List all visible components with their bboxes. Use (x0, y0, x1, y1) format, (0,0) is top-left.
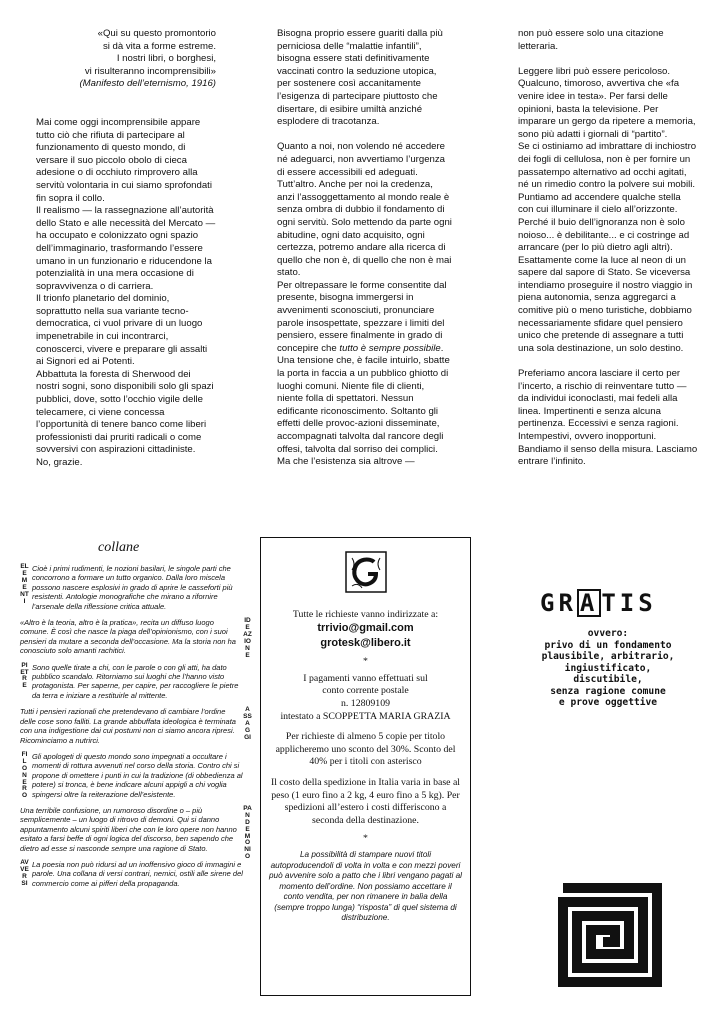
series-text: Sono quelle tirate a chi, con le parole o con gli atti, ha dato pubblico scandalo. Ritorniamo sui luoghi che l’hanno visto protagonista. Per saperne, per capire, per raccogliere le pietre da terra e iniziare a restituirle al mittente. (32, 662, 239, 700)
series-filonero (20, 752, 252, 799)
gratis-subtitle-line: ovvero: (587, 628, 629, 639)
series-label: PIETRE (20, 661, 29, 690)
column-2 (277, 28, 452, 469)
gratis-subtitle-line: ingiustificato, discutibile, (564, 662, 652, 685)
series-label: PANDEMONIO (243, 804, 252, 861)
series-text: «Altro è la teoria, altro è la pratica», recita un diffuso luogo comune. È così che nasce la piaga dell’opinionismo, con i suoi pensieri da mutare a seconda dell’occasione. Ma la storia non ha conosciuto solo amanti rachitici. (20, 618, 236, 656)
series-text: Tutti i pensieri razionali che pretendevano di cambiare l’ordine delle cose sono falliti. La grande abbuffata ideologica è terminata con una indigestione dai cui postumi non ci siamo ancora ripresi. Ricominciamo a nutrirci. (20, 707, 236, 745)
gratis-title (540, 589, 657, 617)
email-link[interactable]: grotesk@libero.it (320, 636, 411, 649)
series-text: Una terribile confusione, un rumoroso disordine o – più semplicemente – un luogo di ritrovo di demoni. Qui si danno appuntamento alcuni spiriti liberi che con le loro opere non hanno esitato a farsi beffe di ogni logica del discorso, ben sapendo che dietro ad esse si nasconde sempre una ragione di Stato. (20, 805, 237, 853)
column-1 (36, 28, 216, 470)
series-label: IDEAZIONE (243, 617, 252, 659)
series-label: FILONERO (21, 750, 28, 800)
epigraph-source: (Manifesto dell’eternismo, 1916) (79, 78, 216, 90)
series-text: Gli apologeti di questo mondo sono impegnati a occultare i momenti di rottura avvenuti nel corso della storia. Contro chi si propone di omettere i punti in cui la tradizione (di obbedienza al potere) si tronca, è bene indicare alcuni appigli a chi voglia spingersi oltre la reiterazione dell’esistente. (32, 751, 243, 799)
paragraph: Preferiamo ancora lasciare il certo per l’incerto, a rischio di reinventare tutto — da individui iconoclasti, mai fedeli alla linea. Impertinenti e senza alcuna pertinenza. Eccessivi e senza ragioni. Intempestivi, ovvero inopportuni. Bandiamo il senso della misura. Lasciamo entrare l’infinito. (518, 368, 698, 468)
shipping-info: Il costo della spedizione in Italia varia in base al peso (1 euro fino a 2 kg, 4 euro fino a 5 kg). Per spedizioni all’estero i costi differiscono a seconda della destinazione. (270, 776, 461, 826)
gratis-title-part: TIS (601, 589, 657, 617)
series-label: AVVERSI (20, 858, 29, 887)
paragraph: Mai come oggi incomprensibile appare tutto ciò che rifiuta di partecipare al funzionamento di questo mondo, di versare il suo piccolo obolo di cieca adesione o di occhiuto rimprovero alla servitù volontaria in cui siamo sprofondati fin sopra il collo. (36, 116, 212, 204)
series-label: ASSAGGI (243, 706, 252, 741)
email-link[interactable]: trrivio@gmail.com (317, 622, 414, 635)
payment-line: intestato a SCOPPETTA MARIA GRAZIA (280, 710, 451, 722)
paragraph-text: . (440, 342, 444, 354)
paragraph: Abbattuta la foresta di Sherwood dei nostri sogni, sono disponibili solo gli spazi pubblici, dove, sotto l’occhio vigile delle telecamere, ci viene concessa l’opportunità di tenere banco come liberi professionisti dai pruriti radicali o come sovversivi con aspirazioni cittadiniste. (36, 368, 214, 456)
gratis-subtitle-line: e prove oggettive (558, 697, 658, 708)
collane-section (20, 540, 252, 895)
series-label: ELEMENTI (20, 563, 29, 605)
paragraph-italic: tutto è sempre possibile (339, 342, 441, 354)
series-pandemonio (20, 804, 252, 861)
gratis-title-part: GR (540, 589, 577, 617)
info-box (260, 537, 471, 996)
gratis-subtitle-line: privo di un fondamento (544, 639, 672, 651)
series-pietre (20, 663, 252, 701)
paragraph: Leggere libri può essere pericoloso. Qualcuno, timoroso, avvertiva che «fa venire idee in testa». Per farsi delle opinioni, basta la televisione. Per imparare un gergo da ripetere a memoria, sono più adatti i giornali di “partito”. (518, 65, 696, 140)
series-avversi (20, 860, 252, 888)
separator-star: * (363, 833, 368, 845)
payment-line: n. 12809109 (341, 697, 390, 709)
paragraph-text: Per oltrepassare le forme consentite dal presente, bisogna immergersi in avvenimenti sconosciuti, pronunciare parole insospettate, spezzare i limiti del pensiero, essere finalmente in grado di concepire che (277, 279, 447, 354)
column-3 (518, 28, 698, 469)
requests-intro: Tutte le richieste vanno indirizzate a: (292, 608, 439, 620)
paragraph: No, grazie. (36, 457, 83, 468)
series-text: La poesia non può ridursi ad un inoffensivo gioco di immagini e parole. Una collana di versi contrari, nemici, ostili alle sirene del commercio come ai pifferi della propaganda. (32, 859, 243, 888)
distribution-note: La possibilità di stampare nuovi titoli autoproducendoli di volta in volta e con mezzi poveri può avvenire solo a patto che i libri vengano pagati al momento dell’ordine. Non possiamo accettare il conto vendita, per non rimanere in balìa della (sempre troppo lunga) “risposta” di quel sistema di distribuzione. (269, 849, 462, 923)
payment-line: conto corrente postale (322, 685, 409, 697)
series-elementi (20, 564, 252, 611)
paragraph: Bisogna proprio essere guariti dalla più perniciosa delle “malattie infantili”, bisogna essere stati definitivamente vaccinati contro la seduzione utopica, per sostenere così accanitamente l’esigenza di partecipare piuttosto che disertare, di esibire umiltà anziché esplodere di tracotanza. (277, 28, 443, 128)
paragraph: Il trionfo planetario del dominio, soprattutto nella sua variante tecno-democratica, ci vuol privare di un luogo impenetrabile in cui incontrarci, conoscerci, vivere e preparare gli assalti ai Signori ed ai Potenti. (36, 293, 208, 368)
paragraph: Il realismo — la rassegnazione all’autorità dello Stato e alle necessità del Mercato — ha occupato e colonizzato ogni spazio dell’immaginario, trasformando l’essere umano in un funzionario e riducendone la potenzialità in una mera occasione di sopravvivenza o di carriera. (36, 205, 216, 292)
separator-star: * (363, 656, 368, 668)
series-assaggi (20, 707, 252, 745)
epigraph-line: «Qui su questo promontorio (97, 28, 216, 39)
collane-title: collane (98, 540, 140, 555)
gratis-subtitle (528, 628, 688, 709)
publisher-logo-icon (344, 550, 388, 594)
gratis-subtitle-line: plausibile, arbitrario, (541, 651, 675, 662)
series-ideazione (20, 617, 252, 659)
series-text: Cioè i primi rudimenti, le nozioni basilari, le singole parti che concorrono a formare un tutto organico. Dalla loro miscela possono nascere esplosivi in grado di aprire le casseforti più resistenti. Antologie monografiche che mirano a rifornire l’arsenale della riflessione critica attuale. (32, 564, 233, 611)
paragraph: Quanto a noi, non volendo né accedere né adeguarci, non avvertiamo l’urgenza di essere accessibili ed adeguati. Tutt’altro. Anche per noi la credenza, anzi l’assoggettamento al mondo reale è senza ombra di dubbio il fondamento di ogni servitù. Solo mettendo da parte ogni abitudine, ogni dato acquisito, ogni certezza, potremo andare alla ricerca di quello che non è, di quello che non è mai stato. (277, 141, 452, 279)
paragraph: Una tensione che, è facile intuirlo, sbatte la porta in faccia a un pubblico ghiotto di luoghi comuni. Niente file di clienti, niente folla di spettatori. Nessun edificante riconoscimento. Soltanto gli effetti delle provoc-azioni disseminate, accompagnati talvolta dal rancore degli offesi, talvolta dal sorriso dei complici. (277, 355, 450, 455)
epigraph-line: vi risulteranno incomprensibili» (84, 65, 216, 77)
paragraph (277, 280, 452, 356)
epigraph-line: si dà vita a forme estreme. (102, 40, 216, 52)
paragraph: Ma che l’esistenza sia altrove — (277, 456, 415, 468)
discount-info: Per richieste di almeno 5 copie per titolo applicheremo uno sconto del 30%. Sconto del 40% per i titoli con asterisco (275, 731, 456, 768)
gratis-subtitle-line: senza ragione comune (550, 685, 666, 697)
epigraph-line: I nostri libri, o borghesi, (116, 53, 216, 65)
gratis-title-boxed-letter: A (577, 589, 601, 617)
spiral-logo-icon (555, 880, 665, 990)
payment-line: I pagamenti vanno effettuati sul (303, 672, 428, 684)
paragraph: Se ci ostiniamo ad imbrattare di inchiostro dei fogli di cellulosa, non è per fornire un passatempo alternativo ad occhi agitati, né un rimedio contro la polvere sui mobili. Puntiamo ad accendere qualche stella con cui illuminare il cielo all’orizzonte. Perché il buio dell’ignoranza non è solo noioso... è debilitante... e ci costringe ad arrancare (per lo più dietro agli altri). Esattamente come la luce al neon di un sapere dal sapore di Stato. Se viceversa intendiamo proseguire il nostro viaggio in piena autonomia, senza aggregarci a comitive più o meno turistiche, dobbiamo necessariamente sfidare quel pensiero unico che pretende di assegnare a tutti una sola destinazione, un solo destino. (518, 141, 697, 354)
epigraph (36, 28, 216, 91)
paragraph: non può essere solo una citazione letteraria. (518, 28, 664, 52)
